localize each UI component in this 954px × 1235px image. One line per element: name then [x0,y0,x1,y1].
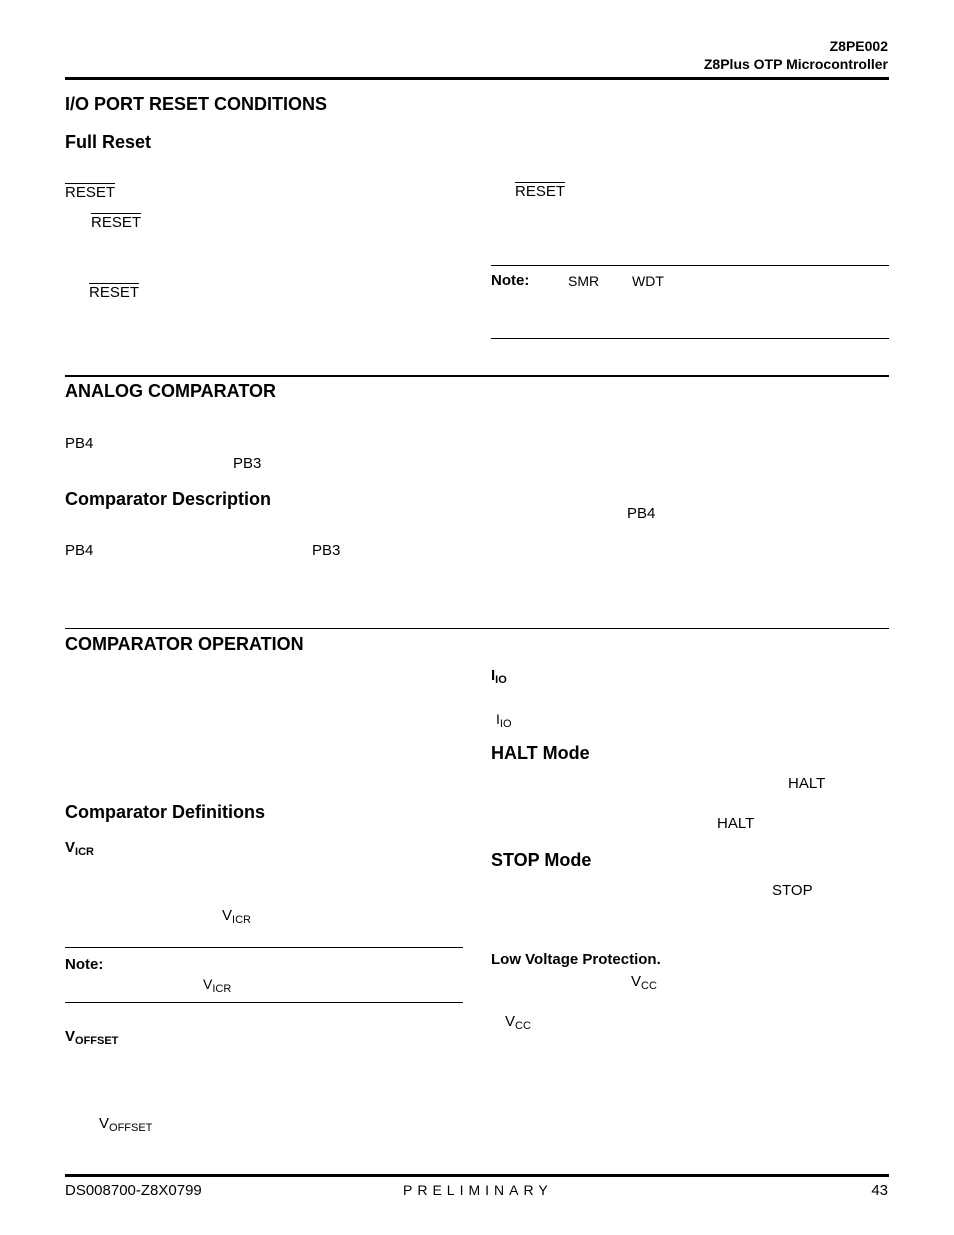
reset-token: RESET [89,284,140,301]
section-rule [65,375,889,377]
subsection-title-halt-mode: HALT Mode [491,743,590,763]
note-label: Note: [65,956,104,973]
pb4-token: PB4 [65,542,94,559]
note-top-rule [65,947,463,948]
footer-rule [65,1174,889,1177]
header-part-number: Z8PE002 [829,38,888,54]
section-title-comparator-operation: COMPARATOR OPERATION [65,634,304,654]
halt-token: HALT [788,775,826,792]
note-label: Note: [491,272,530,289]
iio-heading: $I_{IO}$ [491,667,507,686]
iio-token: $I_{IO}$ [496,711,512,730]
low-voltage-protection-heading: Low Voltage Protection. [491,951,661,968]
voffset-heading: $V_{OFFSET}$ [65,1028,119,1047]
vicr-token: $V_{ICR}$ [203,976,232,995]
footer-doc-id: DS008700-Z8X0799 [65,1182,202,1199]
vicr-heading: $V_{ICR}$ [65,839,94,858]
pb3-token: PB3 [233,455,262,472]
footer-status: PRELIMINARY [403,1182,553,1198]
header-rule [65,77,889,80]
note-bottom-rule [65,1002,463,1003]
section-title-analog-comparator: ANALOG COMPARATOR [65,381,276,401]
reset-token: RESET [515,183,566,200]
subsection-title-stop-mode: STOP Mode [491,850,592,870]
header-product-name: Z8Plus OTP Microcontroller [703,56,888,72]
pb3-token: PB3 [312,542,341,559]
vcc-token: $V_{CC}$ [505,1013,531,1032]
subsection-title-full-reset: Full Reset [65,132,152,152]
note-top-rule [491,265,889,266]
subsection-title-comparator-description: Comparator Description [65,489,272,509]
pb4-token: PB4 [65,435,94,452]
note-bottom-rule [491,338,889,339]
section-title-io-port-reset: I/O PORT RESET CONDITIONS [65,94,328,114]
vcc-token: $V_{CC}$ [631,973,657,992]
voffset-token: $V_{OFFSET}$ [99,1115,153,1134]
reset-token: RESET [91,214,142,231]
stop-token: STOP [772,882,813,899]
smr-token: SMR [568,273,600,289]
section-rule [65,628,889,629]
vicr-token: $V_{ICR}$ [222,907,251,926]
reset-token: RESET [65,184,116,201]
halt-token: HALT [717,815,755,832]
subsection-title-comparator-definitions: Comparator Definitions [65,802,266,822]
footer-page-number: 43 [871,1182,888,1199]
wdt-token: WDT [632,273,664,289]
pb4-token: PB4 [627,505,656,522]
